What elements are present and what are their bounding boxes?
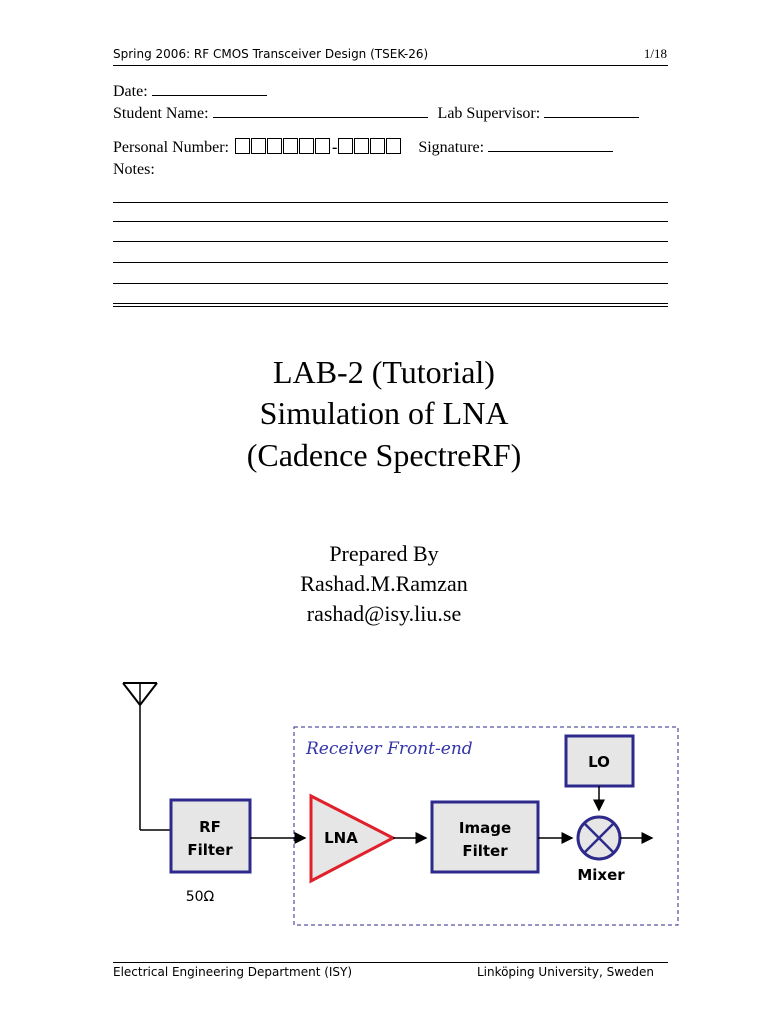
mixer-icon bbox=[578, 817, 620, 859]
date-blank[interactable] bbox=[152, 81, 267, 96]
personal-row bbox=[113, 137, 613, 157]
footer-department: Electrical Engineering Department (ISY) bbox=[113, 965, 353, 979]
personal-number-label: Personal Number: bbox=[113, 139, 229, 156]
author-email: rashad@isy.liu.se bbox=[306, 601, 462, 626]
notes-line bbox=[113, 241, 668, 242]
header-course: Spring 2006: RF CMOS Transceiver Design (TSEK-26) bbox=[113, 47, 429, 61]
impedance-label: 50Ω bbox=[185, 889, 215, 905]
student-name-blank[interactable] bbox=[213, 103, 428, 118]
frontend-label: Receiver Front-end bbox=[306, 739, 473, 759]
signature-blank[interactable] bbox=[488, 137, 613, 152]
lab-supervisor-blank[interactable] bbox=[544, 103, 639, 118]
footer-university: Linköping University, Sweden bbox=[476, 965, 654, 979]
rf-filter-label-2: Filter bbox=[187, 841, 233, 859]
date-label: Date: bbox=[113, 83, 148, 100]
notes-label: Notes: bbox=[113, 161, 155, 178]
notes-line bbox=[113, 303, 668, 304]
title-line-1: LAB-2 (Tutorial) bbox=[273, 354, 495, 390]
author-name: Rashad.M.Ramzan bbox=[300, 571, 468, 596]
title-line-2: Simulation of LNA bbox=[259, 395, 509, 431]
antenna-icon bbox=[123, 683, 171, 830]
signature-label: Signature: bbox=[418, 139, 485, 156]
image-filter-label-2: Filter bbox=[462, 842, 508, 860]
notes-line bbox=[113, 306, 668, 307]
student-row bbox=[113, 103, 639, 123]
notes-line bbox=[113, 202, 668, 203]
notes-line bbox=[113, 283, 668, 284]
page-number: 1/18 bbox=[643, 46, 667, 61]
personal-number-boxes[interactable]: - bbox=[235, 139, 406, 156]
title-line-3: (Cadence SpectreRF) bbox=[246, 437, 522, 473]
prepared-by: Prepared By bbox=[329, 541, 439, 566]
image-filter-label-1: Image bbox=[458, 819, 512, 837]
date-field bbox=[113, 81, 267, 101]
header-rule bbox=[113, 65, 668, 66]
mixer-label: Mixer bbox=[577, 866, 625, 884]
footer-rule bbox=[113, 962, 668, 963]
rf-filter-label-1: RF bbox=[199, 818, 221, 836]
receiver-block-diagram bbox=[0, 670, 768, 940]
notes-line bbox=[113, 262, 668, 263]
notes-line bbox=[113, 221, 668, 222]
rf-filter-block bbox=[171, 800, 250, 872]
image-filter-block bbox=[432, 802, 538, 872]
lna-label: LNA bbox=[324, 829, 358, 847]
lo-label: LO bbox=[588, 753, 610, 771]
lab-supervisor-label: Lab Supervisor: bbox=[437, 105, 541, 122]
student-name-label: Student Name: bbox=[113, 105, 209, 122]
